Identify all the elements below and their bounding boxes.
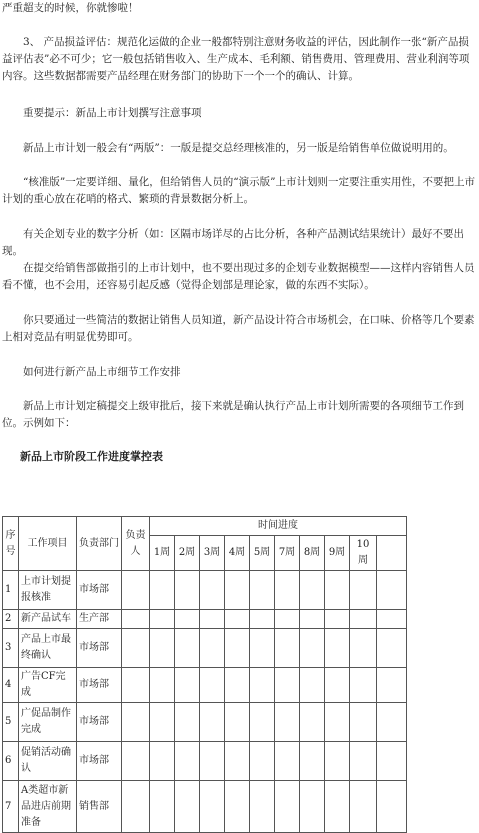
week-header: 3周 [200, 536, 225, 571]
paragraph-5: 有关企划专业的数字分析（如：区隔市场详尽的占比分析，各种产品测试结果统计）最好不要出现。 [2, 228, 464, 257]
row-seq: 5 [3, 703, 19, 742]
row-item: 促销活动确认 [19, 742, 77, 781]
table-row [3, 742, 407, 781]
table-header-row [3, 517, 407, 536]
row-dept: 市场部 [77, 571, 122, 610]
table-row [3, 629, 407, 668]
header-owner: 负责人 [122, 517, 150, 571]
header-dept: 负责部门 [77, 517, 122, 571]
row-seq: 7 [3, 781, 19, 833]
paragraph-0: 严重超支的时候，你就惨啦！ [2, 2, 139, 14]
row-item: 产品上市最终确认 [19, 629, 77, 668]
week-header: 9周 [325, 536, 350, 571]
progress-table [2, 516, 407, 833]
table-row [3, 703, 407, 742]
week-header: 4周 [225, 536, 250, 571]
row-item: A类超市新品进店前期准备 [19, 781, 77, 833]
row-dept: 市场部 [77, 703, 122, 742]
week-header-empty [377, 536, 407, 571]
paragraph-7: 你只要通过一些简洁的数据让销售人员知道，新产品设计符合市场机会，在口味、价格等几个要素上相对竞品有明显优势即可。 [2, 314, 475, 343]
header-progress: 时间进度 [150, 517, 407, 536]
row-dept: 生产部 [77, 610, 122, 629]
row-seq: 6 [3, 742, 19, 781]
row-item: 广告CF完成 [19, 668, 77, 703]
paragraph-3: 新品上市计划一般会有“两版”：一版是提交总经理核准的，另一版是给销售单位做说明用的。 [23, 142, 454, 154]
paragraph-4: “核准版”一定要详细、量化，但给销售人员的“演示版”上市计划则一定要注重实用性，不要把上市计划的重心放在花哨的格式、繁琐的背景数据分析上。 [2, 176, 475, 205]
row-seq: 3 [3, 629, 19, 668]
row-dept: 市场部 [77, 668, 122, 703]
row-dept: 市场部 [77, 629, 122, 668]
row-seq: 4 [3, 668, 19, 703]
paragraph-8: 如何进行新产品上市细节工作安排 [23, 366, 181, 378]
header-seq: 序号 [3, 517, 19, 571]
row-item: 上市计划提报核准 [19, 571, 77, 610]
week-header: 2周 [175, 536, 200, 571]
week-header: 10周 [350, 536, 377, 571]
paragraph-1: 3、 产品损益评估：规范化运做的企业一般都特别注意财务收益的评估，因此制作一张“新产品损益评估表”必不可少；它一般包括销售收入、生产成本、毛利额、销售费用、管理费用、营业利润等项内容。这些数据都需要产品经理在财务部门的协助下一个一个的确认、计算。 [2, 36, 470, 82]
row-item: 新产品试车 [19, 610, 77, 629]
table-row [3, 781, 407, 833]
week-header: 1周 [150, 536, 175, 571]
row-seq: 2 [3, 610, 19, 629]
header-item: 工作项目 [19, 517, 77, 571]
week-header: 5周 [250, 536, 275, 571]
row-dept: 销售部 [77, 781, 122, 833]
paragraph-2: 重要提示：新品上市计划撰写注意事项 [23, 107, 202, 119]
table-title: 新品上市阶段工作进度掌控表 [20, 450, 163, 463]
table-row [3, 668, 407, 703]
row-seq: 1 [3, 571, 19, 610]
table-row [3, 571, 407, 610]
table-row [3, 610, 407, 629]
row-item: 广促品制作完成 [19, 703, 77, 742]
paragraph-6: 在提交给销售部做指引的上市计划中，也不要出现过多的企划专业数据模型——这样内容销售人员看不懂，也不会用，还容易引起反感（觉得企划部是理论家，做的东西不实际）。 [2, 262, 475, 291]
week-header: 7周 [275, 536, 300, 571]
row-dept: 市场部 [77, 742, 122, 781]
paragraph-9: 新品上市计划定稿提交上级审批后，接下来就是确认执行产品上市计划所需要的各项细节工作到位。示例如下： [2, 400, 464, 429]
week-header: 8周 [300, 536, 325, 571]
